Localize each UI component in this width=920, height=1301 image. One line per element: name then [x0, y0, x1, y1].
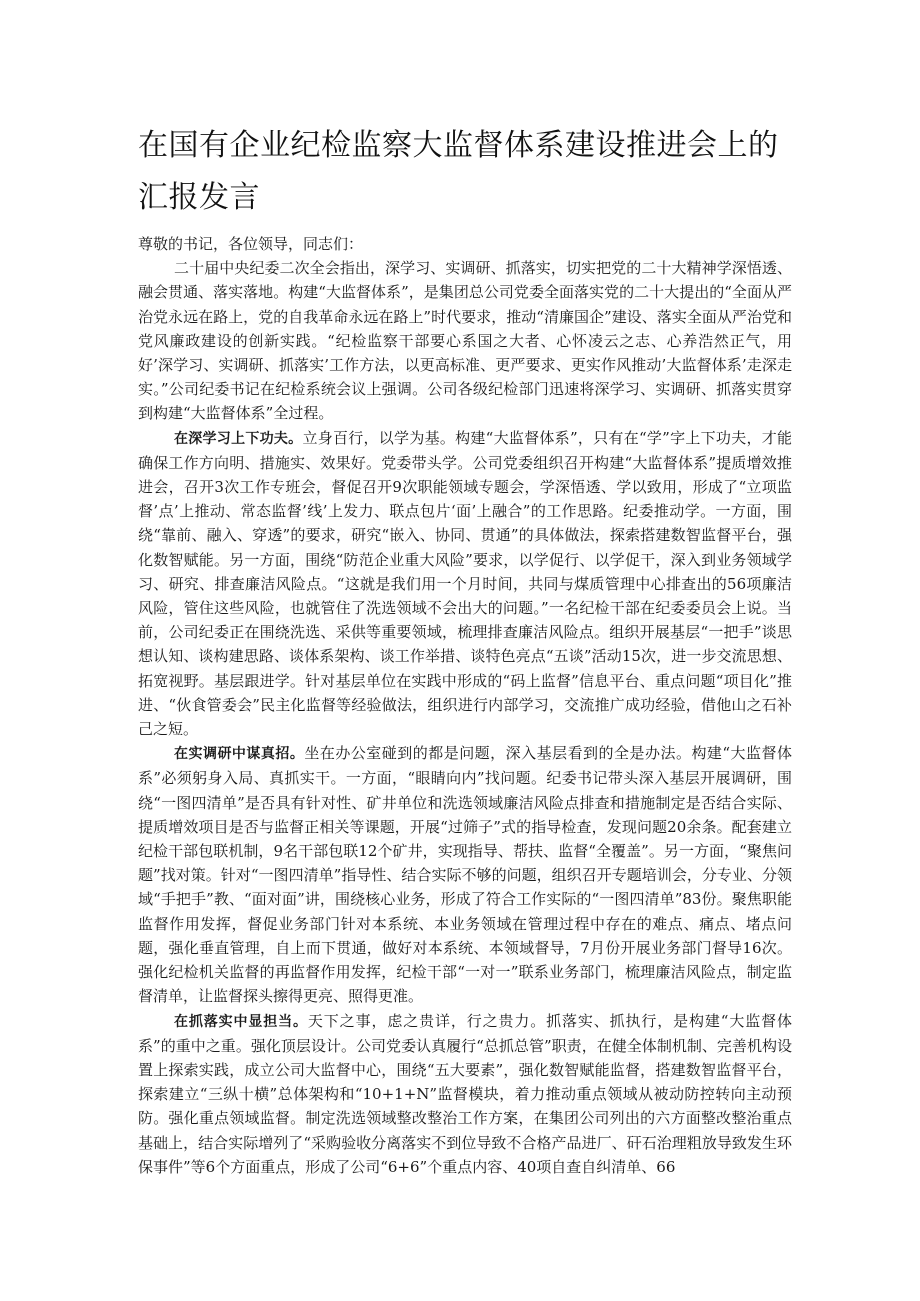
section-heading-implementation: 在抓落实中显担当。: [174, 1013, 308, 1030]
section-heading-study: 在深学习上下功夫。: [174, 430, 303, 447]
section-text-research: 坐在办公室碰到的都是问题，深入基层看到的全是办法。构建“大监督体系”必须躬身入局、真抓实干。一方面，“眼睛向内”找问题。纪委书记带头深入基层开展调研，围绕“一图四清单”是否具有针对性、矿井单位和洗选领域廉洁风险点排查和措施制定是否结合实际、提质增效项目是否与监督正相关等课题，开展“过筛子”式的指导检查，发现问题20余条。配套建立纪检干部包联机制，9名干部包联12个矿井，实现指导、帮扶、监督“全覆盖”。另一方面，“聚焦问题”找对策。针对“一图四清单”指导性、结合实际不够的问题，组织召开专题培训会，分专业、分领域“手把手”教、“面对面”讲，围绕核心业务，形成了符合工作实际的“一图四清单”83份。聚焦职能监督作用发挥，督促业务部门针对本系统、本业务领域在管理过程中存在的难点、痛点、堵点问题，强化垂直管理，自上而下贯通，做好对本系统、本领域督导，7月份开展业务部门督导16次。强化纪检机关监督的再监督作用发挥，纪检干部“一对一”联系业务部门，梳理廉洁风险点，制定监督清单，让监督探头擦得更亮、照得更准。: [138, 744, 793, 1006]
section-paragraph-implementation: [138, 1009, 792, 1179]
section-text-implementation: 天下之事，虑之贵详，行之贵力。抓落实、抓执行，是构建“大监督体系”的重中之重。强化顶层设计。公司党委认真履行“总抓总管”职责，在健全体制机制、完善机构设置上探索实践，成立公司大监督中心，围绕“五大要素”，强化数智赋能监督，搭建数智监督平台，探索建立“三纵十横”总体架构和“10+1+N”监督模块，着力推动重点领域从被动防控转向主动预防。强化重点领域监督。制定洗选领域整改整治工作方案，在集团公司列出的六方面整改整治重点基础上，结合实际增列了“采购验收分离落实不到位导致不合格产品进厂、矸石治理粗放导致发生环保事件”等6个方面重点，形成了公司“6+6”个重点内容、40项自查自纠清单、66: [138, 1011, 792, 1176]
salutation: 尊敬的书记，各位领导，同志们：: [138, 235, 364, 253]
document-body: [138, 232, 792, 1179]
section-text-study: 立身百行，以学为基。构建“大监督体系”，只有在“学”字上下功夫，才能确保工作方向明、措施实、效果好。党委带头学。公司党委组织召开构建“大监督体系”提质增效推进会，召开3次工作专班会，督促召开9次职能领域专题会，学深悟透、学以致用，形成了“立项监督’点’上推动、常态监督’线’上发力、联点包片‘面’上融合”的工作思路。纪委推动学。一方面，围绕“靠前、融入、穿透”的要求，研究“嵌入、协同、贯通”的具体做法，探索搭建数智监督平台，强化数智赋能。另一方面，围绕“防范企业重大风险”要求，以学促行、以学促干，深入到业务领域学习、研究、排查廉洁风险点。“这就是我们用一个月时间，共同与煤质管理中心排查出的56项廉洁风险，管住这些风险，也就管住了洗选领域不会出大的问题。”一名纪检干部在纪委委员会上说。当前，公司纪委正在围绕洗选、采供等重要领域，梳理排查廉洁风险点。组织开展基层“一把手”谈思想认知、谈构建思路、谈体系架构、谈工作举措、谈特色亮点“五谈”活动15次，进一步交流思想、拓宽视野。基层跟进学。针对基层单位在实践中形成的“码上监督”信息平台、重点问题“项目化”推进、“伙食管委会”民主化监督等经验做法，组织进行内部学习，交流推广成功经验，借他山之石补己之短。: [138, 428, 793, 739]
section-paragraph-study: [138, 426, 792, 742]
intro-paragraph: 二十届中央纪委二次全会指出，深学习、实调研、抓落实，切实把党的二十大精神学深悟透、融会贯通、落实落地。构建“大监督体系”，是集团总公司党委全面落实党的二十大提出的“全面从严治党永远在路上，党的自我革命永远在路上”时代要求，推动“清廉国企”建设、落实全面从严治党和党风廉政建设的创新实践。“纪检监察干部要心系国之大者、心怀凌云之志、心养浩然正气，用好’深学习、实调研、抓落实’工作方法，以更高标准、更严要求、更实作风推动’大监督体系’走深走实。”公司纪委书记在纪检系统会议上强调。公司各级纪检部门迅速将深学习、实调研、抓落实贯穿到构建“大监督体系”全过程。: [138, 259, 792, 423]
section-paragraph-research: [138, 741, 792, 1008]
section-heading-research: 在实调研中谋真招。: [174, 746, 305, 763]
document-title: 在国有企业纪检监察大监督体系建设推进会上的汇报发言: [138, 128, 779, 215]
